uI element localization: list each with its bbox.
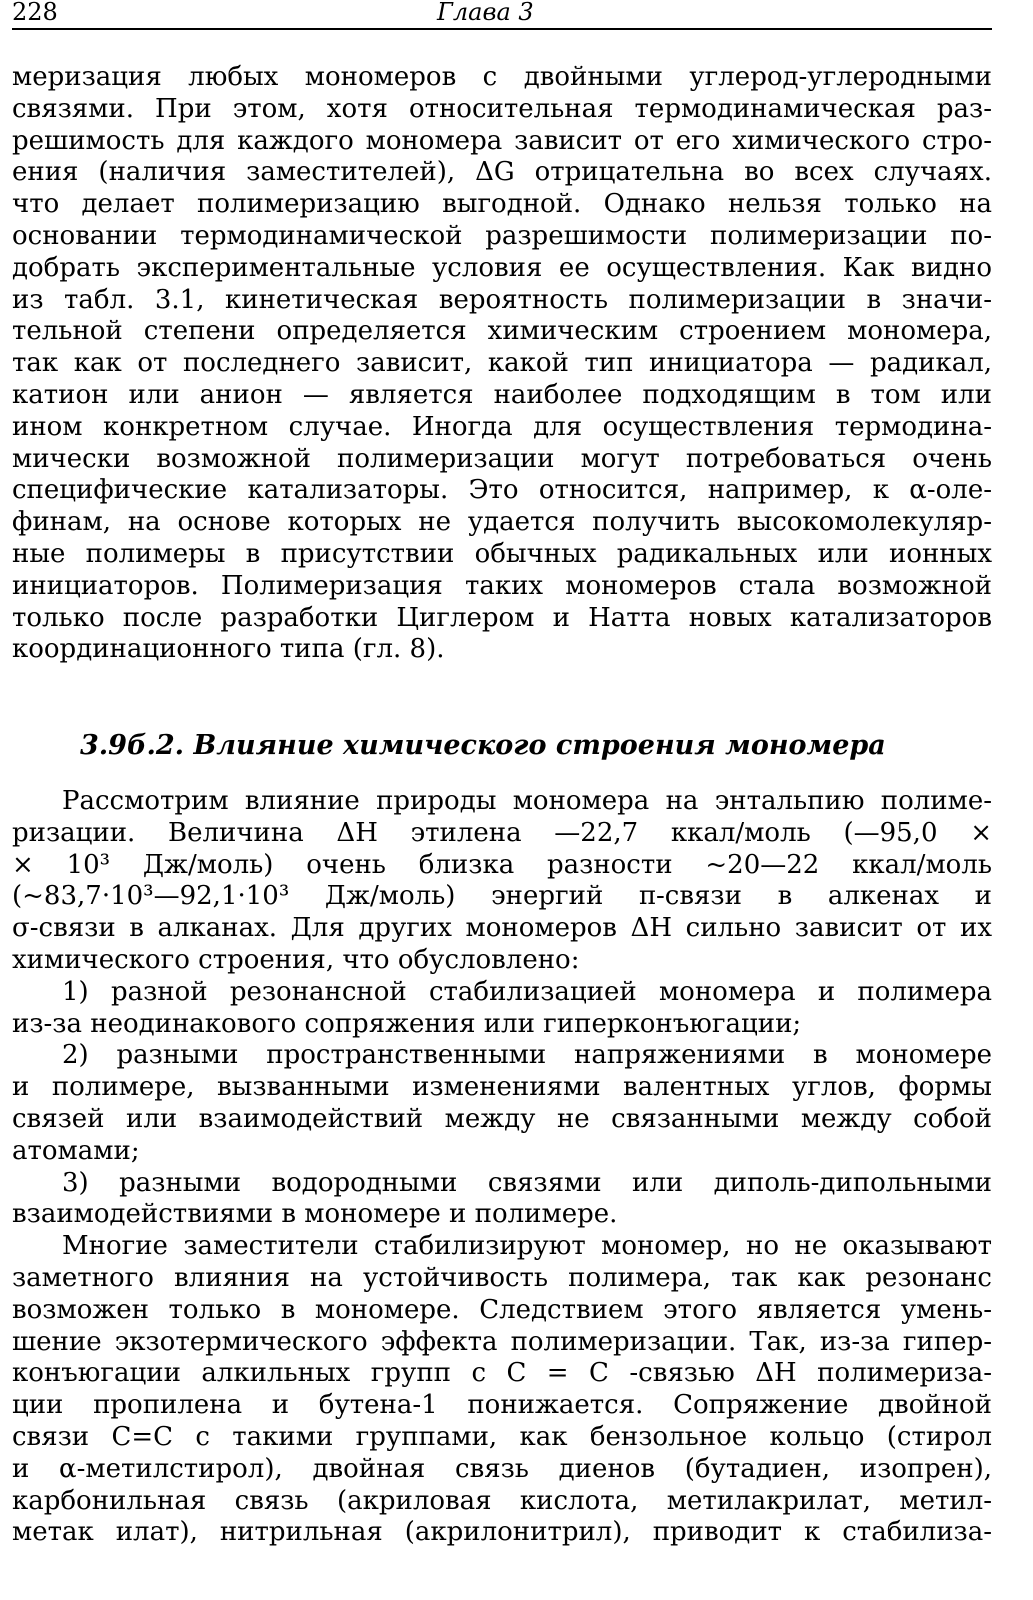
text-line: σ-связи в алканах. Для других мономеров ΔH сильно зависит от их bbox=[12, 913, 992, 944]
text-line: ином конкретном случае. Иногда для осуществления термодина- bbox=[12, 411, 992, 442]
text-line: химического строения, что обусловлено: bbox=[12, 944, 580, 975]
text-line: из табл. 3.1, кинетическая вероятность полимеризации в значи- bbox=[12, 284, 992, 315]
text-line: катион или анион — является наиболее подходящим в том или bbox=[12, 379, 992, 410]
list-item-2-line: и полимере, вызванными изменениями валентных углов, формы bbox=[12, 1072, 992, 1103]
text-line: карбонильная связь (акриловая кислота, метилакрилат, метил- bbox=[12, 1485, 992, 1516]
paragraph-1 bbox=[12, 62, 992, 666]
list-item-2-line: 2) разными пространственными напряжениями в мономере bbox=[62, 1040, 992, 1071]
text-line: ции пропилена и бутена-1 понижается. Сопряжение двойной bbox=[12, 1390, 992, 1421]
text-line: ения (наличия заместителей), ΔG отрицательна во всех случаях. bbox=[12, 157, 992, 188]
text-line: метак илат), нитрильная (акрилонитрил), приводит к стабилиза- bbox=[12, 1517, 992, 1548]
list-item-1-line: 1) разной резонансной стабилизацией мономера и полимера bbox=[62, 976, 992, 1007]
list-item-3-line: взаимодействиями в мономере и полимере. bbox=[12, 1199, 618, 1230]
paragraph-2 bbox=[12, 786, 992, 1549]
text-line: Многие заместители стабилизируют мономер, но не оказывают bbox=[62, 1231, 992, 1262]
text-line: связями. При этом, хотя относительная термодинамическая раз- bbox=[12, 93, 992, 124]
text-line: × 10³ Дж/моль) очень близка разности ~20—22 ккал/моль bbox=[12, 849, 992, 880]
list-item-2-line: связей или взаимодействий между не связанными между собой bbox=[12, 1103, 992, 1134]
text-line: основании термодинамической разрешимости полимеризации по- bbox=[12, 220, 992, 251]
text-line: так как от последнего зависит, какой тип инициатора — радикал, bbox=[12, 348, 992, 379]
list-item-3-line: 3) разными водородными связями или диполь-дипольными bbox=[62, 1167, 992, 1198]
text-line: специфические катализаторы. Это относится, например, к α-оле- bbox=[12, 475, 992, 506]
page-header bbox=[12, 0, 992, 30]
list-item-1-line: из-за неодинакового сопряжения или гиперконъюгации; bbox=[12, 1008, 802, 1039]
text-line: только после разработки Циглером и Натта новых катализаторов bbox=[12, 602, 992, 633]
list-item-2-line: атомами; bbox=[12, 1135, 140, 1166]
text-line: конъюгации алкильных групп с C = C -связью ΔH полимериза- bbox=[12, 1358, 992, 1389]
text-line: тельной степени определяется химическим строением мономера, bbox=[12, 316, 992, 347]
text-line: возможен только в мономере. Следствием этого является умень- bbox=[12, 1294, 992, 1325]
text-line: заметного влияния на устойчивость полимера, так как резонанс bbox=[12, 1262, 992, 1293]
text-line: Рассмотрим влияние природы мономера на энтальпию полиме- bbox=[62, 786, 992, 816]
running-head: Глава 3 bbox=[437, 0, 534, 26]
text-line: ризации. Величина ΔH этилена —22,7 ккал/моль (—95,0 × bbox=[12, 817, 992, 848]
page-number: 228 bbox=[12, 0, 58, 26]
text-line: шение экзотермического эффекта полимеризации. Так, из-за гипер- bbox=[12, 1326, 992, 1357]
text-line: меризация любых мономеров с двойными углерод-углеродными bbox=[12, 62, 992, 92]
text-line: координационного типа (гл. 8). bbox=[12, 634, 445, 665]
text-line: ные полимеры в присутствии обычных радикальных или ионных bbox=[12, 538, 992, 569]
section-title: 3.9б.2. Влияние химического строения мономера bbox=[80, 730, 886, 761]
text-line: и α-метилстирол), двойная связь диенов (бутадиен, изопрен), bbox=[12, 1453, 992, 1484]
text-line: что делает полимеризацию выгодной. Однако нельзя только на bbox=[12, 189, 992, 220]
text-line: финам, на основе которых не удается получить высокомолекуляр- bbox=[12, 507, 992, 538]
text-line: решимость для каждого мономера зависит от его химического стро- bbox=[12, 125, 992, 156]
text-line: (~83,7·10³—92,1·10³ Дж/моль) энергий π-связи в алкенах и bbox=[12, 881, 992, 912]
text-line: мически возможной полимеризации могут потребоваться очень bbox=[12, 443, 992, 474]
text-line: инициаторов. Полимеризация таких мономеров стала возможной bbox=[12, 570, 992, 601]
text-line: связи C=C с такими группами, как бензольное кольцо (стирол bbox=[12, 1421, 992, 1452]
text-line: добрать экспериментальные условия ее осуществления. Как видно bbox=[12, 252, 992, 283]
